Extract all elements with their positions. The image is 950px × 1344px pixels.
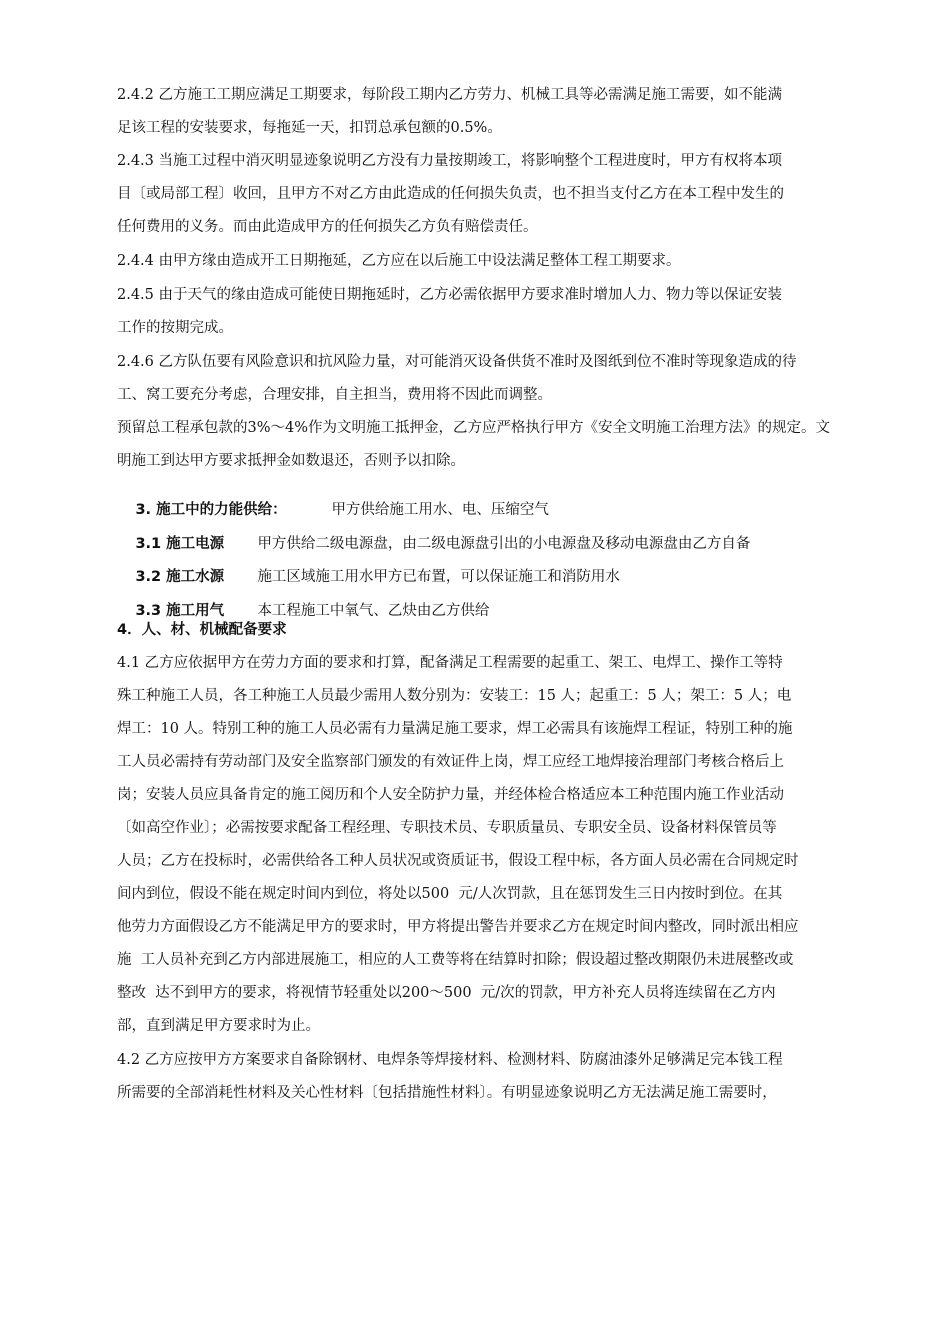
text-line: 2.4.3 当施工过程中消灭明显迹象说明乙方没有力量按期竣工，将影响整个工程进度时，甲方有权将本项	[117, 153, 782, 169]
text-line: 施 工人员补充到乙方内部进展施工，相应的人工费等将在结算时扣除；假设超过整改期限仍未进展整改或	[117, 952, 794, 968]
section-3-intro: 甲方供给施工用水、电、压缩空气	[331, 501, 549, 518]
text-line: 他劳力方面假设乙方不能满足甲方的要求时，甲方将提出警告并要求乙方在规定时间内整改，同时派出相应	[117, 919, 799, 935]
text-line: 人员；乙方在投标时，必需供给各工种人员状况或资质证书，假设工程中标，各方面人员必需在合同规定时	[117, 853, 799, 869]
text-line: 间内到位，假设不能在规定时间内到位，将处以500 元/人次罚款，且在惩罚发生三日内按时到位。在其	[117, 886, 783, 902]
section-4-heading: 4．人、材、机械配备要求	[117, 622, 287, 638]
section-3-item-label: 3.1 施工电源	[135, 535, 225, 552]
text-line: 2.4.4 由甲方缘由造成开工日期拖延，乙方应在以后施工中设法满足整体工程工期要求。	[117, 253, 681, 269]
text-line: 2.4.6 乙方队伍要有风险意识和抗风险力量，对可能消灭设备供货不准时及图纸到位不准时等现象造成的待	[117, 354, 797, 370]
text-line: 预留总工程承包款的3%～4%作为文明施工抵押金，乙方应严格执行甲方《安全文明施工治理方法》的规定。文	[117, 420, 831, 436]
text-line: 4.2 乙方应按甲方方案要求自备除钢材、电焊条等焊接材料、检测材料、防腐油漆外足够满足完本钱工程	[117, 1052, 783, 1068]
section-3-item-label: 3.2 施工水源	[135, 568, 225, 585]
text-line: 部，直到满足甲方要求时为止。	[117, 1018, 320, 1034]
text-line: 所需要的全部消耗性材料及关心性材料〔包括措施性材料〕。有明显迹象说明乙方无法满足施工需要时，	[117, 1085, 777, 1101]
text-line: 〔如高空作业〕；必需按要求配备工程经理、专职技术员、专职质量员、专职安全员、设备材料保管员等	[117, 820, 777, 836]
section-3-item-text: 甲方供给二级电源盘，由二级电源盘引出的小电源盘及移动电源盘由乙方自备	[257, 535, 751, 552]
text-line: 明施工到达甲方要求抵押金如数退还，否则予以扣除。	[117, 453, 465, 469]
text-line: 殊工种施工人员，各工种施工人员最少需用人数分别为：安装工：15 人；起重工：5 人；架工：5 人；电	[117, 688, 792, 704]
text-line: 足该工程的安装要求，每拖延一天，扣罚总承包额的0.5%。	[117, 120, 502, 136]
text-line: 工人员必需持有劳动部门及安全监察部门颁发的有效证件上岗，焊工应经工地焊接治理部门考核合格后上	[117, 754, 784, 770]
text-line: 工、窝工要充分考虑，合理安排，自主担当，费用将不因此而调整。	[117, 387, 552, 403]
section-3-heading: 3. 施工中的力能供给：	[135, 501, 287, 518]
section-3-item-text: 本工程施工中氧气、乙炔由乙方供给	[257, 602, 490, 619]
section-3-item-label: 3.3 施工用气	[135, 602, 225, 619]
text-line: 焊工：10 人。特别工种的施工人员必需有力量满足施工要求，焊工必需具有该施焊工程证，特别工种的施	[117, 721, 793, 737]
text-line: 目〔或局部工程〕收回，且甲方不对乙方由此造成的任何损失负责，也不担当支付乙方在本工程中发生的	[117, 186, 784, 202]
text-line: 任何费用的义务。而由此造成甲方的任何损失乙方负有赔偿责任。	[117, 219, 538, 235]
text-line: 2.4.5 由于天气的缘由造成可能使日期拖延时，乙方必需依据甲方要求准时增加人力、物力等以保证安装	[117, 287, 782, 303]
text-line: 4.1 乙方应依据甲方在劳力方面的要求和打算，配备满足工程需要的起重工、架工、电焊工、操作工等特	[117, 655, 783, 671]
section-3-item-text: 施工区域施工用水甲方已布置，可以保证施工和消防用水	[257, 568, 620, 585]
text-line: 整改 达不到甲方的要求，将视情节轻重处以200～500 元/次的罚款，甲方补充人员将连续留在乙方内	[117, 985, 776, 1001]
text-line: 岗；安装人员应具备肯定的施工阅历和个人安全防护力量，并经体检合格适应本工种范围内施工作业活动	[117, 787, 784, 803]
text-line: 工作的按期完成。	[117, 320, 233, 336]
text-line: 2.4.2 乙方施工工期应满足工期要求，每阶段工期内乙方劳力、机械工具等必需满足施工需要，如不能满	[117, 87, 782, 103]
